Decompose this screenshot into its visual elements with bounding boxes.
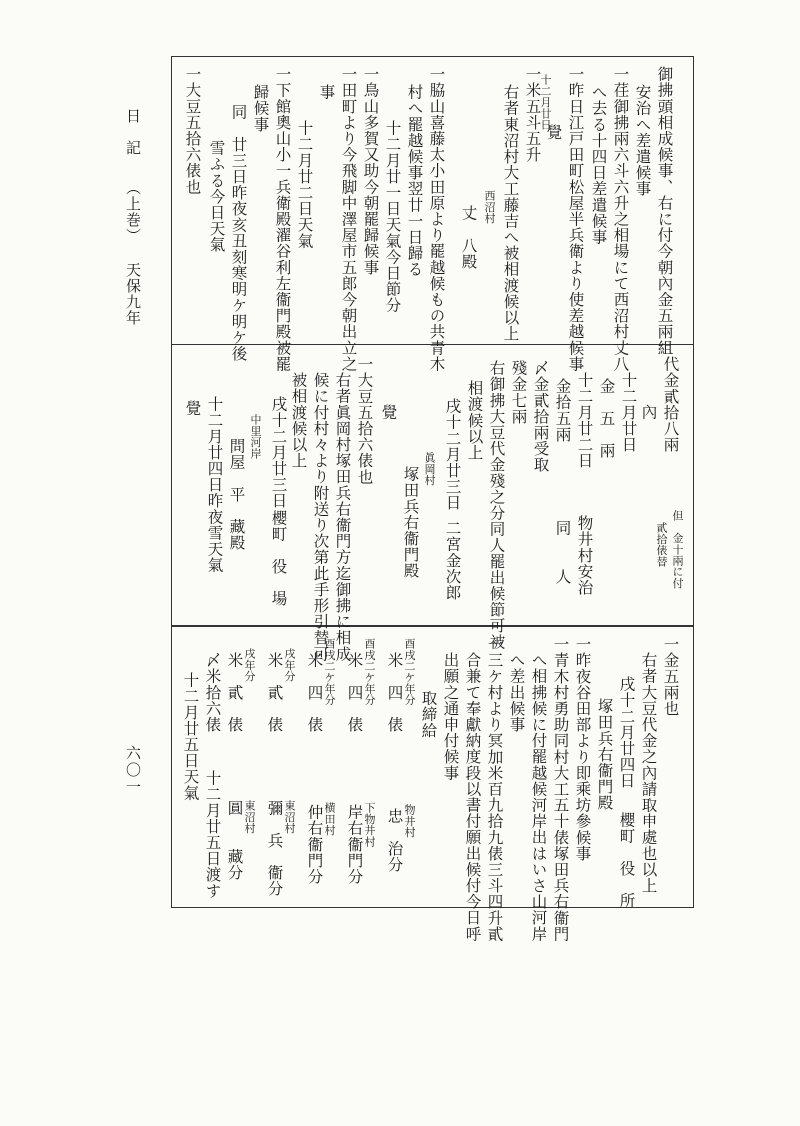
text-line: 圓 藏分 bbox=[225, 800, 244, 881]
text-line: 十二月廿五日渡す bbox=[203, 770, 222, 899]
text-line: 彌 兵 衞分 bbox=[265, 800, 284, 897]
text-line: 村へ罷越候事翌廿一日歸る bbox=[405, 84, 424, 278]
text-line: 戌年分 bbox=[243, 648, 256, 682]
text-line: 金 五 兩 bbox=[597, 378, 616, 459]
section-divider bbox=[172, 625, 693, 627]
text-line: 一金五兩也 bbox=[661, 636, 680, 717]
text-line: 十二月廿一日天氣今日節分 bbox=[383, 120, 402, 314]
text-line: 御拂頭相成候事、右に付今朝內金五兩組 bbox=[655, 66, 674, 356]
text-line: 歸候事 bbox=[251, 84, 270, 133]
text-line: 右者大豆代金之內請取申處也以上 bbox=[639, 652, 658, 894]
text-line: 中里河岸 bbox=[249, 414, 262, 459]
text-line: へ相拂候に付罷越候河岸出はいさ山河岸 bbox=[529, 652, 548, 942]
text-line: 一荏御拂兩六斗六升之相場にて西沼村丈八 bbox=[611, 66, 630, 372]
text-line: 同 人 bbox=[553, 520, 572, 585]
text-line: 塚田兵右衞門殿 bbox=[401, 466, 420, 579]
text-line: 米 貳 俵 bbox=[265, 652, 284, 733]
text-line: 十二月廿日 bbox=[539, 74, 552, 130]
text-line: 米 四 俵 bbox=[385, 652, 404, 733]
text-line: 戌年分 bbox=[283, 648, 296, 682]
text-line: 岸右衞門分 bbox=[345, 804, 364, 885]
text-line: 候に付村々より附送り次第此手形引替可 bbox=[311, 372, 330, 662]
text-line: 內 bbox=[639, 404, 658, 421]
page-number: 六〇一 bbox=[124, 745, 142, 796]
text-line: 米 四 俵 bbox=[305, 652, 324, 733]
text-line: 櫻町 役 場 bbox=[269, 510, 288, 607]
text-line: 一青木村勇助同村大工五十俵塚田兵右衞門 bbox=[551, 636, 570, 942]
running-header-volume: （上巻） bbox=[124, 180, 142, 244]
text-line: 一昨夜谷田部より即乘坊參候事 bbox=[573, 636, 592, 862]
text-line: 雪ふる今日天氣 bbox=[207, 140, 226, 253]
text-line: 櫻町 役 所 bbox=[617, 812, 636, 909]
text-line: 覺 bbox=[183, 400, 202, 417]
text-line: 十二月廿四日昨夜雪天氣 bbox=[205, 396, 224, 574]
text-line: 事 bbox=[317, 84, 336, 101]
text-line: 貳拾俵替 bbox=[655, 522, 668, 567]
text-line: 丈 八殿 bbox=[459, 205, 478, 270]
text-line: 右者東沼村大工藤吉へ被相渡候以上 bbox=[501, 84, 520, 342]
text-line: 右御拂大豆代金殘之分同人罷出候節可被 bbox=[487, 360, 506, 650]
text-line: 出願之通申付候事 bbox=[441, 652, 460, 781]
text-line: 下物井村 bbox=[363, 802, 376, 847]
text-line: 塚田兵右衞門殿 bbox=[595, 698, 614, 811]
text-line: 西沼村 bbox=[483, 190, 496, 224]
text-line: 殘金七兩 bbox=[509, 360, 528, 425]
text-line: 一下館奧山小一兵衛殿濯谷利左衞門殿被罷 bbox=[273, 66, 292, 372]
text-line: 取締給 bbox=[419, 690, 438, 739]
text-line: 十二月廿二日 bbox=[575, 372, 594, 469]
text-line: へ去る十四日差遣候事 bbox=[589, 84, 608, 245]
running-header-book: 日 記 bbox=[124, 108, 142, 156]
text-line: 二宮金次郎 bbox=[443, 520, 462, 601]
text-line: へ差出候事 bbox=[507, 652, 526, 733]
text-line: 同 廿三日昨夜亥丑刻寒明ケ明ケ後 bbox=[229, 104, 248, 362]
text-line: 物井村安治 bbox=[575, 515, 594, 596]
text-line: 眞岡村 bbox=[423, 452, 436, 486]
text-line: 忠 治分 bbox=[385, 808, 404, 873]
text-line: 一米五斗五升 bbox=[523, 66, 542, 163]
text-line: 〆金貳拾兩受取 bbox=[531, 360, 550, 473]
text-line: 問屋 平 藏殿 bbox=[227, 438, 246, 551]
text-line: 相渡候以上 bbox=[465, 380, 484, 461]
running-header-era: 天保九年 bbox=[124, 262, 142, 326]
text-line: 右者眞岡村塚田兵右衞門方迄御拂に相成 bbox=[333, 372, 352, 662]
text-line: 米 貳 俵 bbox=[225, 652, 244, 733]
text-line: 但 金十兩に付 bbox=[671, 510, 684, 589]
text-line: 東沼村 bbox=[243, 800, 256, 834]
text-line: 戌十二月廿四日 bbox=[617, 676, 636, 789]
text-line: 十二月廿五日天氣 bbox=[181, 672, 200, 801]
text-line: 一三ケ村より冥加米百九拾九俵三斗四升貳 bbox=[485, 636, 504, 942]
text-line: 米 四 俵 bbox=[345, 652, 364, 733]
text-line: 〆米拾六俵 bbox=[203, 652, 222, 733]
text-line: 一大豆五拾六俵也 bbox=[183, 66, 202, 195]
text-line: 物井村 bbox=[403, 804, 416, 838]
text-line: 戌十二月廿三日 bbox=[269, 396, 288, 509]
text-line: 安治へ差遣候事 bbox=[633, 84, 652, 197]
text-line: 一田町より今飛脚中澤屋市五郎今朝出立之 bbox=[339, 66, 358, 372]
text-line: 一大豆五拾六俵也 bbox=[355, 356, 374, 485]
text-line: 仲右衞門分 bbox=[305, 804, 324, 885]
text-line: 一昨日江戸田町松屋半兵衛より使差越候事 bbox=[566, 66, 585, 372]
text-line: 金拾五兩 bbox=[553, 378, 572, 443]
text-line: 代金貳拾八兩 bbox=[661, 356, 680, 453]
text-line: 酉戌二ケ年分 bbox=[323, 638, 336, 706]
text-line: 酉戌二ケ年分 bbox=[403, 638, 416, 706]
text-line: 横田村 bbox=[323, 802, 336, 836]
text-line: 十二月廿日 bbox=[619, 372, 638, 453]
text-line: 合兼て奉獻納度段以書付願出候付今日呼 bbox=[463, 652, 482, 942]
text-line: 一鳥山多賀又助今朝罷歸候事 bbox=[361, 66, 380, 276]
text-line: 被相渡候以上 bbox=[289, 372, 308, 469]
text-line: 戌十二月廿三日 bbox=[443, 398, 462, 511]
text-line: 酉戌二ケ年分 bbox=[363, 638, 376, 706]
text-line: 一脇山喜藤太小田原より罷越候もの共青木 bbox=[427, 66, 446, 372]
text-line: 覺 bbox=[544, 124, 563, 141]
text-line: 覺 bbox=[379, 404, 398, 421]
text-line: 東沼村 bbox=[283, 800, 296, 834]
text-line: 十二月廿二日天氣 bbox=[295, 120, 314, 249]
